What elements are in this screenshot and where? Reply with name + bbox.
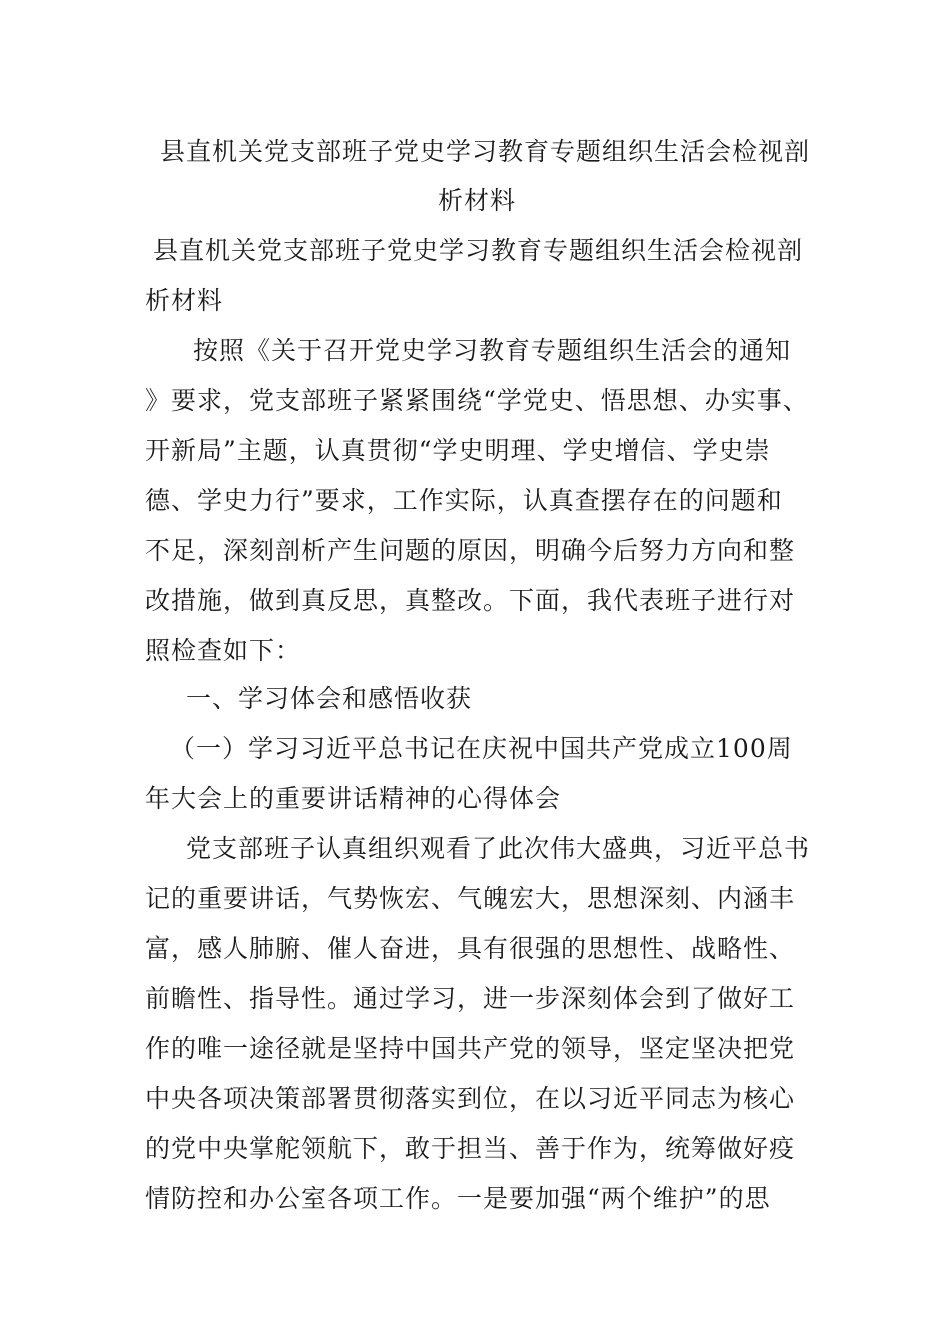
paragraph-line: 党支部班子认真组织观看了此次伟大盛典，习近平总书 (186, 834, 811, 863)
paragraph-line: 改措施，做到真反思，真整改。下面，我代表班子进行对 (145, 586, 796, 615)
paragraph-line: 作的唯一途径就是坚持中国共产党的领导，坚定坚决把党 (145, 1034, 796, 1063)
paragraph-line: 富，感人肺腑、催人奋进，具有很强的思想性、战略性、 (145, 934, 796, 963)
paragraph-line: 开新局”主题，认真贯彻“学史明理、学史增信、学史崇 (145, 436, 771, 465)
paragraph-line: 》要求，党支部班子紧紧围绕“学党史、悟思想、办实事、 (145, 386, 809, 415)
paragraph-line: 不足，深刻剖析产生问题的原因，明确今后努力方向和整 (145, 536, 796, 565)
paragraph-line: 情防控和办公室各项工作。一是要加强“两个维护”的思 (145, 1184, 771, 1213)
document-subtitle-line-2: 析材料 (145, 286, 224, 315)
document-title-line-1: 县直机关党支部班子党史学习教育专题组织生活会检视剖 (160, 137, 811, 166)
paragraph-line: 按照《关于召开党史学习教育专题组织生活会的通知 (193, 336, 792, 365)
document-subtitle-line-1: 县直机关党支部班子党史学习教育专题组织生活会检视剖 (153, 236, 804, 265)
document-title-line-2: 析材料 (438, 186, 517, 215)
paragraph-line: 的党中央掌舵领航下，敢于担当、善于作为，统筹做好疫 (145, 1134, 796, 1163)
paragraph-line: 照检查如下： (145, 636, 302, 665)
subsection-heading-line-1: （一）学习习近平总书记在庆祝中国共产党成立100周 (170, 734, 793, 763)
section-heading: 一、学习体会和感悟收获 (186, 684, 473, 713)
subsection-heading-line-2: 年大会上的重要讲话精神的心得体会 (145, 784, 562, 813)
paragraph-line: 记的重要讲话，气势恢宏、气魄宏大，思想深刻、内涵丰 (145, 884, 796, 913)
paragraph-line: 前瞻性、指导性。通过学习，进一步深刻体会到了做好工 (145, 984, 796, 1013)
paragraph-line: 中央各项决策部署贯彻落实到位，在以习近平同志为核心 (145, 1084, 796, 1113)
paragraph-line: 德、学史力行”要求，工作实际，认真查摆存在的问题和 (145, 486, 783, 515)
